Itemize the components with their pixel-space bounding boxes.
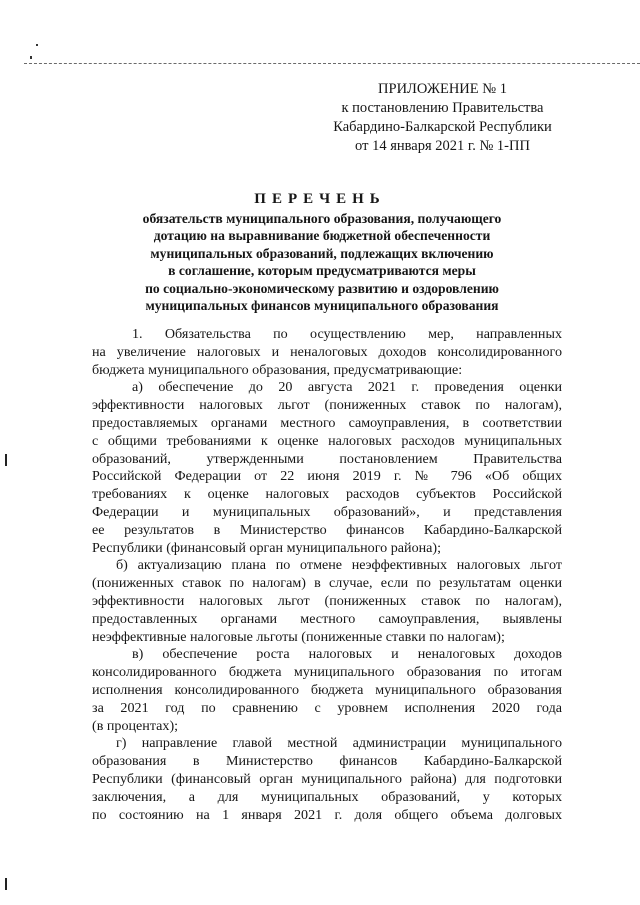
body-line: на увеличение налоговых и неналоговых доходов консолидированного (92, 343, 562, 360)
annex-republic: Кабардино-Балкарской Республики (333, 119, 552, 135)
annex-date: от 14 января 2021 г. № 1-ПП (355, 138, 530, 154)
subtitle-line: муниципальных финансов муниципального образования (145, 298, 499, 314)
body-line: г) направление главой местной администрации муниципального (116, 735, 562, 752)
body-line: 1. Обязательства по осуществлению мер, направленных (132, 326, 562, 342)
scan-speck (30, 56, 32, 59)
body-line: предоставляемых органами местного самоуправления, в соответствии (92, 414, 562, 431)
body-line: Федерации и муниципальных образований», и представления (92, 503, 562, 520)
body-line: образований, утвержденными постановлением Правительства (92, 450, 562, 467)
body-line: в) обеспечение роста налоговых и неналоговых доходов (132, 646, 562, 663)
annex-reference: к постановлению Правительства (341, 100, 544, 116)
subtitle-line: муниципальных образований, подлежащих включению (150, 245, 494, 261)
scan-edge-mark (5, 454, 7, 466)
annex-header (300, 80, 585, 156)
body-line: (в процентах); (92, 717, 179, 734)
body-line: Российской Федерации от 22 июня 2019 г. № 796 «Об общих (92, 468, 562, 485)
subtitle-line: дотацию на выравнивание бюджетной обеспеченности (153, 228, 491, 244)
body-line: исполнения консолидированного бюджета муниципального образования (92, 681, 562, 698)
body-line: б) актуализацию плана по отмене неэффективных налоговых льгот (116, 557, 562, 574)
body-line: заключения, а для муниципальных образований, у которых (92, 788, 562, 805)
body-line: требованиях к оценке налоговых расходов субъектов Российской (92, 486, 562, 503)
body-line: Республики (финансовый орган муниципального района) для подготовки (92, 770, 562, 787)
body-line: эффективности налоговых льгот (пониженных ставок по налогам), (92, 397, 562, 414)
body-line: с общими требованиями к оценке налоговых расходов муниципальных (92, 432, 562, 449)
subtitle-line: по социально-экономическому развитию и оздоровлению (145, 280, 499, 296)
body-line: неэффективные налоговые льготы (пониженные ставки по налогам); (92, 628, 505, 645)
scan-edge-mark (5, 878, 7, 890)
body-line: за 2021 год по сравнению с уровнем исполнения 2020 года (92, 699, 562, 716)
body-line: предоставленных органами местного самоуправления, выявлены (92, 610, 562, 627)
body-line: эффективности налоговых льгот (пониженных ставок по налогам), (92, 592, 562, 609)
document-body (92, 326, 562, 824)
body-line: по состоянию на 1 января 2021 г. доля общего объема долговых (92, 806, 562, 823)
subtitle-line: обязательств муниципального образования, получающего (142, 211, 502, 226)
subtitle-line: в соглашение, которым предусматриваются меры (168, 263, 476, 279)
scan-top-dashed-line (24, 63, 640, 64)
body-line: Республики (финансовый орган муниципального района); (92, 539, 442, 556)
body-line: бюджета муниципального образования, предусматривающие: (92, 361, 463, 378)
body-line: а) обеспечение до 20 августа 2021 г. проведения оценки (132, 379, 562, 396)
document-title: ПЕРЕЧЕНЬ (254, 191, 386, 207)
annex-number: ПРИЛОЖЕНИЕ № 1 (378, 81, 507, 97)
scan-speck (36, 44, 38, 46)
body-line: ее результатов в Министерство финансов Кабардино-Балкарской (92, 521, 562, 538)
document-subtitle (92, 210, 552, 314)
body-line: консолидированного бюджета муниципального образования по итогам (92, 664, 562, 681)
body-line: (пониженных ставок по налогам) в случае, если по результатам оценки (92, 575, 562, 592)
body-line: образования в Министерство финансов Кабардино-Балкарской (92, 753, 562, 770)
